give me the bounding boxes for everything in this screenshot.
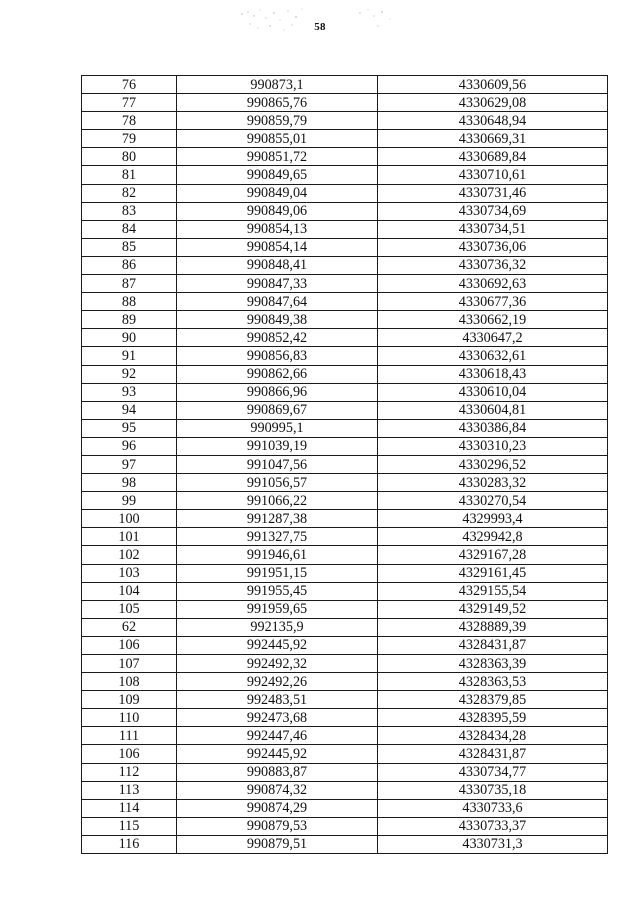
table-row bbox=[82, 546, 608, 564]
table-row bbox=[82, 220, 608, 238]
table-row bbox=[82, 455, 608, 473]
point-number-cell: 90 bbox=[82, 329, 177, 347]
x-coordinate-cell: 992483,51 bbox=[177, 691, 378, 709]
point-number-cell: 106 bbox=[82, 636, 177, 654]
point-number-cell: 92 bbox=[82, 365, 177, 383]
table-row bbox=[82, 781, 608, 799]
x-coordinate-cell: 990995,1 bbox=[177, 419, 378, 437]
x-coordinate-cell: 990879,53 bbox=[177, 817, 378, 835]
point-number-cell: 109 bbox=[82, 691, 177, 709]
table-row bbox=[82, 184, 608, 202]
coordinates-table bbox=[81, 75, 608, 854]
x-coordinate-cell: 990879,51 bbox=[177, 835, 378, 853]
point-number-cell: 96 bbox=[82, 437, 177, 455]
table-row bbox=[82, 166, 608, 184]
point-number-cell: 83 bbox=[82, 202, 177, 220]
y-coordinate-cell: 4330731,46 bbox=[378, 184, 608, 202]
table-row bbox=[82, 130, 608, 148]
table-row bbox=[82, 256, 608, 274]
x-coordinate-cell: 990862,66 bbox=[177, 365, 378, 383]
table-row bbox=[82, 618, 608, 636]
table-row bbox=[82, 311, 608, 329]
point-number-cell: 77 bbox=[82, 94, 177, 112]
table-row bbox=[82, 817, 608, 835]
y-coordinate-cell: 4328434,28 bbox=[378, 727, 608, 745]
y-coordinate-cell: 4329155,54 bbox=[378, 582, 608, 600]
table-row bbox=[82, 673, 608, 691]
x-coordinate-cell: 990849,06 bbox=[177, 202, 378, 220]
point-number-cell: 116 bbox=[82, 835, 177, 853]
point-number-cell: 106 bbox=[82, 745, 177, 763]
y-coordinate-cell: 4328363,53 bbox=[378, 673, 608, 691]
x-coordinate-cell: 991951,15 bbox=[177, 564, 378, 582]
x-coordinate-cell: 992445,92 bbox=[177, 745, 378, 763]
point-number-cell: 91 bbox=[82, 347, 177, 365]
x-coordinate-cell: 990849,65 bbox=[177, 166, 378, 184]
point-number-cell: 113 bbox=[82, 781, 177, 799]
x-coordinate-cell: 990855,01 bbox=[177, 130, 378, 148]
table-row bbox=[82, 745, 608, 763]
x-coordinate-cell: 990854,13 bbox=[177, 220, 378, 238]
y-coordinate-cell: 4329942,8 bbox=[378, 528, 608, 546]
point-number-cell: 80 bbox=[82, 148, 177, 166]
table-row bbox=[82, 94, 608, 112]
y-coordinate-cell: 4329161,45 bbox=[378, 564, 608, 582]
x-coordinate-cell: 990859,79 bbox=[177, 112, 378, 130]
y-coordinate-cell: 4330662,19 bbox=[378, 311, 608, 329]
x-coordinate-cell: 990854,14 bbox=[177, 238, 378, 256]
point-number-cell: 115 bbox=[82, 817, 177, 835]
x-coordinate-cell: 990847,64 bbox=[177, 293, 378, 311]
table-row bbox=[82, 437, 608, 455]
y-coordinate-cell: 4330648,94 bbox=[378, 112, 608, 130]
point-number-cell: 89 bbox=[82, 311, 177, 329]
point-number-cell: 95 bbox=[82, 419, 177, 437]
y-coordinate-cell: 4328431,87 bbox=[378, 636, 608, 654]
y-coordinate-cell: 4330609,56 bbox=[378, 76, 608, 94]
y-coordinate-cell: 4330283,32 bbox=[378, 474, 608, 492]
table-row bbox=[82, 202, 608, 220]
table-row bbox=[82, 691, 608, 709]
y-coordinate-cell: 4330735,18 bbox=[378, 781, 608, 799]
y-coordinate-cell: 4330736,32 bbox=[378, 256, 608, 274]
x-coordinate-cell: 990851,72 bbox=[177, 148, 378, 166]
x-coordinate-cell: 991056,57 bbox=[177, 474, 378, 492]
point-number-cell: 88 bbox=[82, 293, 177, 311]
table-row bbox=[82, 401, 608, 419]
point-number-cell: 107 bbox=[82, 655, 177, 673]
table-row bbox=[82, 835, 608, 853]
x-coordinate-cell: 992135,9 bbox=[177, 618, 378, 636]
y-coordinate-cell: 4328889,39 bbox=[378, 618, 608, 636]
y-coordinate-cell: 4330296,52 bbox=[378, 455, 608, 473]
point-number-cell: 94 bbox=[82, 401, 177, 419]
table-row bbox=[82, 275, 608, 293]
y-coordinate-cell: 4330310,23 bbox=[378, 437, 608, 455]
table-row bbox=[82, 148, 608, 166]
point-number-cell: 98 bbox=[82, 474, 177, 492]
y-coordinate-cell: 4330618,43 bbox=[378, 365, 608, 383]
x-coordinate-cell: 992473,68 bbox=[177, 709, 378, 727]
table-row bbox=[82, 528, 608, 546]
x-coordinate-cell: 990866,96 bbox=[177, 383, 378, 401]
y-coordinate-cell: 4330689,84 bbox=[378, 148, 608, 166]
point-number-cell: 87 bbox=[82, 275, 177, 293]
y-coordinate-cell: 4330734,69 bbox=[378, 202, 608, 220]
table-row bbox=[82, 510, 608, 528]
y-coordinate-cell: 4330733,6 bbox=[378, 799, 608, 817]
x-coordinate-cell: 992447,46 bbox=[177, 727, 378, 745]
y-coordinate-cell: 4329149,52 bbox=[378, 600, 608, 618]
x-coordinate-cell: 991955,45 bbox=[177, 582, 378, 600]
point-number-cell: 114 bbox=[82, 799, 177, 817]
y-coordinate-cell: 4328395,59 bbox=[378, 709, 608, 727]
x-coordinate-cell: 990874,29 bbox=[177, 799, 378, 817]
table-row bbox=[82, 727, 608, 745]
x-coordinate-cell: 990856,83 bbox=[177, 347, 378, 365]
page-number: 58 bbox=[314, 21, 326, 33]
point-number-cell: 111 bbox=[82, 727, 177, 745]
y-coordinate-cell: 4330270,54 bbox=[378, 492, 608, 510]
x-coordinate-cell: 992492,26 bbox=[177, 673, 378, 691]
x-coordinate-cell: 990848,41 bbox=[177, 256, 378, 274]
y-coordinate-cell: 4329167,28 bbox=[378, 546, 608, 564]
table-row bbox=[82, 76, 608, 94]
point-number-cell: 99 bbox=[82, 492, 177, 510]
x-coordinate-cell: 990847,33 bbox=[177, 275, 378, 293]
table-row bbox=[82, 419, 608, 437]
x-coordinate-cell: 990869,67 bbox=[177, 401, 378, 419]
table-row bbox=[82, 365, 608, 383]
y-coordinate-cell: 4328379,85 bbox=[378, 691, 608, 709]
x-coordinate-cell: 991327,75 bbox=[177, 528, 378, 546]
x-coordinate-cell: 991066,22 bbox=[177, 492, 378, 510]
x-coordinate-cell: 992445,92 bbox=[177, 636, 378, 654]
table-row bbox=[82, 238, 608, 256]
y-coordinate-cell: 4330710,61 bbox=[378, 166, 608, 184]
x-coordinate-cell: 990849,04 bbox=[177, 184, 378, 202]
point-number-cell: 104 bbox=[82, 582, 177, 600]
x-coordinate-cell: 991039,19 bbox=[177, 437, 378, 455]
y-coordinate-cell: 4330604,81 bbox=[378, 401, 608, 419]
x-coordinate-cell: 991946,61 bbox=[177, 546, 378, 564]
table-row bbox=[82, 347, 608, 365]
point-number-cell: 84 bbox=[82, 220, 177, 238]
y-coordinate-cell: 4330647,2 bbox=[378, 329, 608, 347]
x-coordinate-cell: 991287,38 bbox=[177, 510, 378, 528]
table-row bbox=[82, 709, 608, 727]
point-number-cell: 102 bbox=[82, 546, 177, 564]
y-coordinate-cell: 4330386,84 bbox=[378, 419, 608, 437]
y-coordinate-cell: 4330692,63 bbox=[378, 275, 608, 293]
point-number-cell: 79 bbox=[82, 130, 177, 148]
table-row bbox=[82, 636, 608, 654]
y-coordinate-cell: 4330677,36 bbox=[378, 293, 608, 311]
table-row bbox=[82, 600, 608, 618]
point-number-cell: 108 bbox=[82, 673, 177, 691]
table-row bbox=[82, 329, 608, 347]
coordinates-table-body bbox=[82, 76, 608, 854]
point-number-cell: 97 bbox=[82, 455, 177, 473]
y-coordinate-cell: 4330733,37 bbox=[378, 817, 608, 835]
x-coordinate-cell: 990883,87 bbox=[177, 763, 378, 781]
y-coordinate-cell: 4330610,04 bbox=[378, 383, 608, 401]
point-number-cell: 100 bbox=[82, 510, 177, 528]
table-row bbox=[82, 112, 608, 130]
point-number-cell: 110 bbox=[82, 709, 177, 727]
table-row bbox=[82, 763, 608, 781]
point-number-cell: 62 bbox=[82, 618, 177, 636]
y-coordinate-cell: 4330734,51 bbox=[378, 220, 608, 238]
table-row bbox=[82, 474, 608, 492]
point-number-cell: 81 bbox=[82, 166, 177, 184]
x-coordinate-cell: 990865,76 bbox=[177, 94, 378, 112]
y-coordinate-cell: 4330734,77 bbox=[378, 763, 608, 781]
y-coordinate-cell: 4330669,31 bbox=[378, 130, 608, 148]
table-row bbox=[82, 293, 608, 311]
x-coordinate-cell: 991047,56 bbox=[177, 455, 378, 473]
point-number-cell: 112 bbox=[82, 763, 177, 781]
point-number-cell: 82 bbox=[82, 184, 177, 202]
y-coordinate-cell: 4330731,3 bbox=[378, 835, 608, 853]
x-coordinate-cell: 991959,65 bbox=[177, 600, 378, 618]
x-coordinate-cell: 990873,1 bbox=[177, 76, 378, 94]
point-number-cell: 93 bbox=[82, 383, 177, 401]
point-number-cell: 78 bbox=[82, 112, 177, 130]
y-coordinate-cell: 4330736,06 bbox=[378, 238, 608, 256]
y-coordinate-cell: 4330632,61 bbox=[378, 347, 608, 365]
point-number-cell: 105 bbox=[82, 600, 177, 618]
point-number-cell: 103 bbox=[82, 564, 177, 582]
table-row bbox=[82, 655, 608, 673]
y-coordinate-cell: 4329993,4 bbox=[378, 510, 608, 528]
x-coordinate-cell: 992492,32 bbox=[177, 655, 378, 673]
table-row bbox=[82, 799, 608, 817]
point-number-cell: 86 bbox=[82, 256, 177, 274]
table-row bbox=[82, 383, 608, 401]
y-coordinate-cell: 4328431,87 bbox=[378, 745, 608, 763]
y-coordinate-cell: 4328363,39 bbox=[378, 655, 608, 673]
x-coordinate-cell: 990852,42 bbox=[177, 329, 378, 347]
table-row bbox=[82, 582, 608, 600]
x-coordinate-cell: 990849,38 bbox=[177, 311, 378, 329]
point-number-cell: 76 bbox=[82, 76, 177, 94]
point-number-cell: 101 bbox=[82, 528, 177, 546]
x-coordinate-cell: 990874,32 bbox=[177, 781, 378, 799]
table-row bbox=[82, 492, 608, 510]
point-number-cell: 85 bbox=[82, 238, 177, 256]
y-coordinate-cell: 4330629,08 bbox=[378, 94, 608, 112]
table-row bbox=[82, 564, 608, 582]
